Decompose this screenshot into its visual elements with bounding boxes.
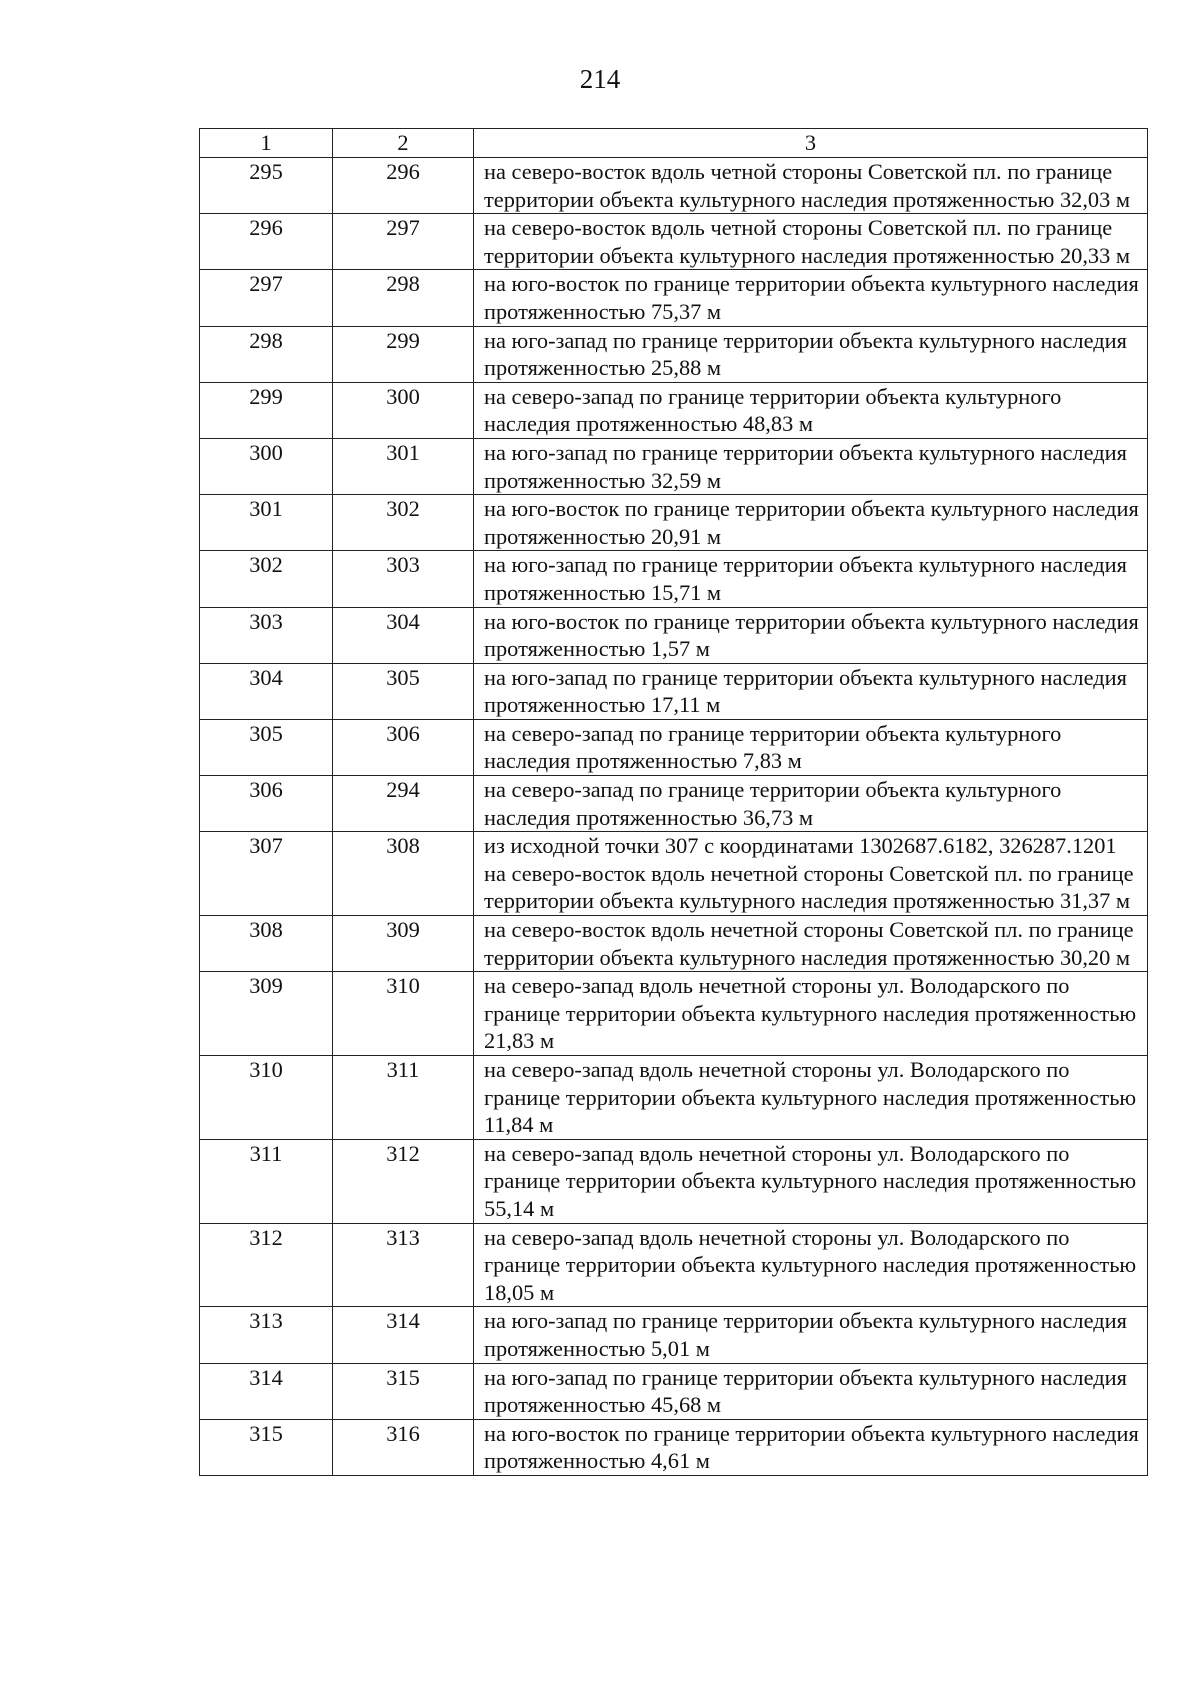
point-from-cell: 295 bbox=[200, 158, 333, 214]
point-to-cell: 298 bbox=[333, 270, 474, 326]
point-from-cell: 310 bbox=[200, 1056, 333, 1140]
point-to-cell: 310 bbox=[333, 972, 474, 1056]
point-to-cell: 297 bbox=[333, 214, 474, 270]
segment-description-cell: на юго-восток по границе территории объекта культурного наследия протяженностью 75,37 м bbox=[474, 270, 1148, 326]
segment-description-cell: на северо-запад вдоль нечетной стороны ул. Володарского по границе территории объекта культурного наследия протяженностью 11,84 м bbox=[474, 1056, 1148, 1140]
table-row bbox=[200, 832, 1148, 916]
point-from-cell: 312 bbox=[200, 1223, 333, 1307]
segment-description-cell: на юго-запад по границе территории объекта культурного наследия протяженностью 15,71 м bbox=[474, 551, 1148, 607]
point-from-cell: 301 bbox=[200, 495, 333, 551]
table-row bbox=[200, 719, 1148, 775]
segment-description-cell: на северо-запад по границе территории объекта культурного наследия протяженностью 36,73 м bbox=[474, 776, 1148, 832]
table-row bbox=[200, 214, 1148, 270]
table-row bbox=[200, 158, 1148, 214]
point-to-cell: 315 bbox=[333, 1363, 474, 1419]
point-from-cell: 304 bbox=[200, 663, 333, 719]
table-row bbox=[200, 776, 1148, 832]
point-from-cell: 303 bbox=[200, 607, 333, 663]
point-from-cell: 315 bbox=[200, 1419, 333, 1475]
point-to-cell: 294 bbox=[333, 776, 474, 832]
point-from-cell: 302 bbox=[200, 551, 333, 607]
segment-description-cell: на северо-запад вдоль нечетной стороны ул. Володарского по границе территории объекта культурного наследия протяженностью 55,14 м bbox=[474, 1139, 1148, 1223]
point-from-cell: 297 bbox=[200, 270, 333, 326]
point-from-cell: 299 bbox=[200, 382, 333, 438]
point-from-cell: 311 bbox=[200, 1139, 333, 1223]
point-to-cell: 312 bbox=[333, 1139, 474, 1223]
point-from-cell: 314 bbox=[200, 1363, 333, 1419]
point-from-cell: 308 bbox=[200, 916, 333, 972]
point-to-cell: 302 bbox=[333, 495, 474, 551]
segment-description-cell: на северо-запад по границе территории объекта культурного наследия протяженностью 7,83 м bbox=[474, 719, 1148, 775]
point-from-cell: 300 bbox=[200, 438, 333, 494]
point-to-cell: 306 bbox=[333, 719, 474, 775]
point-to-cell: 301 bbox=[333, 438, 474, 494]
segment-description-cell: на северо-восток вдоль четной стороны Советской пл. по границе территории объекта культурного наследия протяженностью 32,03 м bbox=[474, 158, 1148, 214]
point-to-cell: 308 bbox=[333, 832, 474, 916]
point-to-cell: 316 bbox=[333, 1419, 474, 1475]
segment-description-cell: на северо-запад по границе территории объекта культурного наследия протяженностью 48,83 м bbox=[474, 382, 1148, 438]
table-row bbox=[200, 382, 1148, 438]
segment-description-cell: на юго-восток по границе территории объекта культурного наследия протяженностью 1,57 м bbox=[474, 607, 1148, 663]
column-header-2: 2 bbox=[333, 129, 474, 158]
point-to-cell: 300 bbox=[333, 382, 474, 438]
table-row bbox=[200, 1139, 1148, 1223]
table-header-row bbox=[200, 129, 1148, 158]
segment-description-cell: на юго-запад по границе территории объекта культурного наследия протяженностью 17,11 м bbox=[474, 663, 1148, 719]
column-header-3: 3 bbox=[474, 129, 1148, 158]
point-from-cell: 296 bbox=[200, 214, 333, 270]
point-to-cell: 296 bbox=[333, 158, 474, 214]
point-to-cell: 309 bbox=[333, 916, 474, 972]
segment-description-cell: на северо-запад вдоль нечетной стороны ул. Володарского по границе территории объекта культурного наследия протяженностью 21,83 м bbox=[474, 972, 1148, 1056]
point-to-cell: 313 bbox=[333, 1223, 474, 1307]
table-row bbox=[200, 607, 1148, 663]
segment-description-cell: на юго-восток по границе территории объекта культурного наследия протяженностью 20,91 м bbox=[474, 495, 1148, 551]
point-to-cell: 303 bbox=[333, 551, 474, 607]
point-from-cell: 306 bbox=[200, 776, 333, 832]
segment-description-cell: на юго-запад по границе территории объекта культурного наследия протяженностью 25,88 м bbox=[474, 326, 1148, 382]
table-row bbox=[200, 1223, 1148, 1307]
point-from-cell: 305 bbox=[200, 719, 333, 775]
segment-description-cell: на юго-восток по границе территории объекта культурного наследия протяженностью 4,61 м bbox=[474, 1419, 1148, 1475]
segment-description-cell: на северо-восток вдоль четной стороны Советской пл. по границе территории объекта культурного наследия протяженностью 20,33 м bbox=[474, 214, 1148, 270]
point-to-cell: 304 bbox=[333, 607, 474, 663]
page-number: 214 bbox=[579, 64, 621, 94]
boundary-table bbox=[199, 128, 1148, 1476]
column-header-1: 1 bbox=[200, 129, 333, 158]
table-row bbox=[200, 270, 1148, 326]
segment-description-cell: из исходной точки 307 с координатами 1302687.6182, 326287.1201 на северо-восток вдоль нечетной стороны Советской пл. по границе территории объекта культурного наследия протяженностью 31,37 м bbox=[474, 832, 1148, 916]
segment-description-cell: на юго-запад по границе территории объекта культурного наследия протяженностью 45,68 м bbox=[474, 1363, 1148, 1419]
point-from-cell: 298 bbox=[200, 326, 333, 382]
table-row bbox=[200, 1419, 1148, 1475]
table-row bbox=[200, 551, 1148, 607]
table-row bbox=[200, 495, 1148, 551]
table-row bbox=[200, 1056, 1148, 1140]
point-to-cell: 305 bbox=[333, 663, 474, 719]
segment-description-cell: на северо-восток вдоль нечетной стороны Советской пл. по границе территории объекта культурного наследия протяженностью 30,20 м bbox=[474, 916, 1148, 972]
table-row bbox=[200, 1363, 1148, 1419]
table-row bbox=[200, 1307, 1148, 1363]
table-row bbox=[200, 972, 1148, 1056]
segment-description-cell: на северо-запад вдоль нечетной стороны ул. Володарского по границе территории объекта культурного наследия протяженностью 18,05 м bbox=[474, 1223, 1148, 1307]
point-from-cell: 307 bbox=[200, 832, 333, 916]
point-from-cell: 313 bbox=[200, 1307, 333, 1363]
point-to-cell: 314 bbox=[333, 1307, 474, 1363]
table-row bbox=[200, 438, 1148, 494]
point-from-cell: 309 bbox=[200, 972, 333, 1056]
table-body bbox=[200, 158, 1148, 1476]
point-to-cell: 311 bbox=[333, 1056, 474, 1140]
segment-description-cell: на юго-запад по границе территории объекта культурного наследия протяженностью 32,59 м bbox=[474, 438, 1148, 494]
point-to-cell: 299 bbox=[333, 326, 474, 382]
table-row bbox=[200, 663, 1148, 719]
segment-description-cell: на юго-запад по границе территории объекта культурного наследия протяженностью 5,01 м bbox=[474, 1307, 1148, 1363]
table-row bbox=[200, 326, 1148, 382]
table-row bbox=[200, 916, 1148, 972]
